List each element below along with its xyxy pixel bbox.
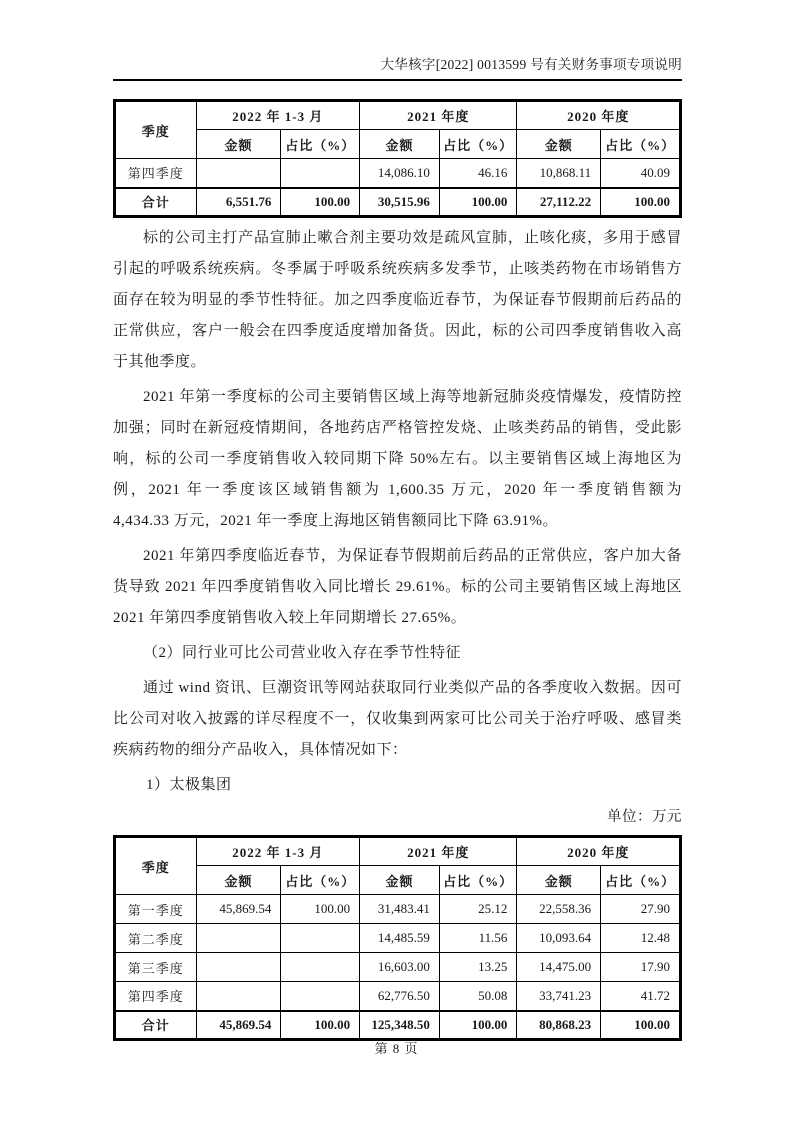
ratio-cell: 100.00 [601, 1011, 681, 1040]
amount-cell: 45,869.54 [196, 1011, 281, 1040]
amount-cell: 22,558.36 [517, 895, 601, 924]
amount-header: 金额 [517, 130, 601, 159]
list-item-taiji-group: 1）太极集团 [146, 777, 232, 793]
amount-cell [196, 159, 281, 188]
amount-cell: 31,483.41 [360, 895, 440, 924]
quarter-column-header: 季度 [115, 837, 197, 895]
amount-cell: 10,868.11 [517, 159, 601, 188]
ratio-cell: 100.00 [281, 1011, 360, 1040]
period-header-2020: 2020 年度 [517, 837, 681, 866]
ratio-cell: 100.00 [281, 895, 360, 924]
sub-heading-comparable-companies: （2）同行业可比公司营业收入存在季节性特征 [143, 645, 462, 661]
row-label: 第三季度 [115, 953, 197, 982]
paragraph-2021-q4: 2021 年第四季度临近春节，为保证春节假期前后药品的正常供应，客户加大备货导致 2021 年四季度销售收入同比增长 29.61%。标的公司主要销售区域上海地区 2021 年第四季度销售收入较上年同期增长 27.65%。 [113, 548, 682, 626]
row-label: 合计 [115, 1011, 197, 1040]
row-label: 第二季度 [115, 924, 197, 953]
unit-label: 单位：万元 [607, 809, 682, 825]
table-header-row [115, 101, 681, 130]
row-label: 第四季度 [115, 982, 197, 1011]
ratio-cell [281, 982, 360, 1011]
amount-header: 金额 [196, 130, 281, 159]
period-header-2022: 2022 年 1-3 月 [196, 101, 360, 130]
period-header-2021: 2021 年度 [360, 101, 517, 130]
ratio-header: 占比（%） [281, 130, 360, 159]
amount-cell [196, 924, 281, 953]
amount-cell: 80,868.23 [517, 1011, 601, 1040]
amount-header: 金额 [360, 130, 440, 159]
ratio-header: 占比（%） [439, 866, 517, 895]
amount-cell: 14,485.59 [360, 924, 440, 953]
row-label: 合计 [115, 188, 197, 217]
amount-header: 金额 [517, 866, 601, 895]
ratio-header: 占比（%） [439, 130, 517, 159]
ratio-cell [281, 924, 360, 953]
ratio-cell: 100.00 [439, 1011, 517, 1040]
amount-cell [196, 953, 281, 982]
amount-cell: 16,603.00 [360, 953, 440, 982]
amount-cell: 33,741.23 [517, 982, 601, 1011]
table-row-q2 [115, 924, 681, 953]
ratio-header: 占比（%） [281, 866, 360, 895]
taiji-quarterly-revenue-table [113, 835, 682, 1041]
table-header-row [115, 837, 681, 866]
amount-header: 金额 [360, 866, 440, 895]
quarter-column-header: 季度 [115, 101, 197, 159]
amount-cell: 125,348.50 [360, 1011, 440, 1040]
amount-cell: 10,093.64 [517, 924, 601, 953]
table-row-total [115, 1011, 681, 1040]
ratio-header: 占比（%） [601, 130, 681, 159]
doc-reference: 大华核字[2022] 0013599 号有关财务事项专项说明 [380, 57, 682, 72]
amount-cell: 45,869.54 [196, 895, 281, 924]
quarterly-revenue-table [113, 99, 682, 218]
table-row-q3 [115, 953, 681, 982]
ratio-cell: 13.25 [439, 953, 517, 982]
row-label: 第一季度 [115, 895, 197, 924]
ratio-cell: 25.12 [439, 895, 517, 924]
ratio-cell: 11.56 [439, 924, 517, 953]
ratio-cell: 46.16 [439, 159, 517, 188]
table-subheader-row [115, 130, 681, 159]
amount-cell [196, 982, 281, 1011]
ratio-cell: 50.08 [439, 982, 517, 1011]
ratio-cell: 41.72 [601, 982, 681, 1011]
row-label: 第四季度 [115, 159, 197, 188]
amount-cell: 14,086.10 [360, 159, 440, 188]
paragraph-data-sources: 通过 wind 资讯、巨潮资讯等网站获取同行业类似产品的各季度收入数据。因可比公司对收入披露的详尽程度不一，仅收集到两家可比公司关于治疗呼吸、感冒类疾病药物的细分产品收入，具体情况如下： [113, 680, 682, 758]
amount-cell: 30,515.96 [360, 188, 440, 217]
amount-cell: 6,551.76 [196, 188, 281, 217]
period-header-2020: 2020 年度 [517, 101, 681, 130]
ratio-cell: 100.00 [439, 188, 517, 217]
amount-header: 金额 [196, 866, 281, 895]
period-header-2022: 2022 年 1-3 月 [196, 837, 360, 866]
table-row-q1 [115, 895, 681, 924]
ratio-cell: 27.90 [601, 895, 681, 924]
ratio-header: 占比（%） [601, 866, 681, 895]
table-row-q4 [115, 982, 681, 1011]
table-subheader-row [115, 866, 681, 895]
table-row-q4 [115, 159, 681, 188]
ratio-cell: 12.48 [601, 924, 681, 953]
ratio-cell: 100.00 [601, 188, 681, 217]
ratio-cell [281, 953, 360, 982]
ratio-cell [281, 159, 360, 188]
amount-cell: 14,475.00 [517, 953, 601, 982]
ratio-cell: 40.09 [601, 159, 681, 188]
table-row-total [115, 188, 681, 217]
page-header [113, 53, 682, 81]
ratio-cell: 17.90 [601, 953, 681, 982]
amount-cell: 27,112.22 [517, 188, 601, 217]
page-number: 第 8 页 [374, 1041, 419, 1056]
paragraph-seasonality: 标的公司主打产品宣肺止嗽合剂主要功效是疏风宣肺，止咳化痰，多用于感冒引起的呼吸系统疾病。冬季属于呼吸系统疾病多发季节，止咳类药物在市场销售方面存在较为明显的季节性特征。加之四季度临近春节，为保证春节假期前后药品的正常供应，客户一般会在四季度适度增加备货。因此，标的公司四季度销售收入高于其他季度。 [113, 230, 682, 370]
paragraph-2021-q1: 2021 年第一季度标的公司主要销售区域上海等地新冠肺炎疫情爆发，疫情防控加强；同时在新冠疫情期间，各地药店严格管控发烧、止咳类药品的销售，受此影响，标的公司一季度销售收入较同期下降 50%左右。以主要销售区域上海地区为例，2021 年一季度该区域销售额为 1,600.35 万元，2020 年一季度销售额为 4,434.33 万元，2021 年一季度上海地区销售额同比下降 63.91%。 [113, 389, 682, 529]
ratio-cell: 100.00 [281, 188, 360, 217]
body-text [113, 223, 682, 801]
amount-cell: 62,776.50 [360, 982, 440, 1011]
period-header-2021: 2021 年度 [360, 837, 517, 866]
